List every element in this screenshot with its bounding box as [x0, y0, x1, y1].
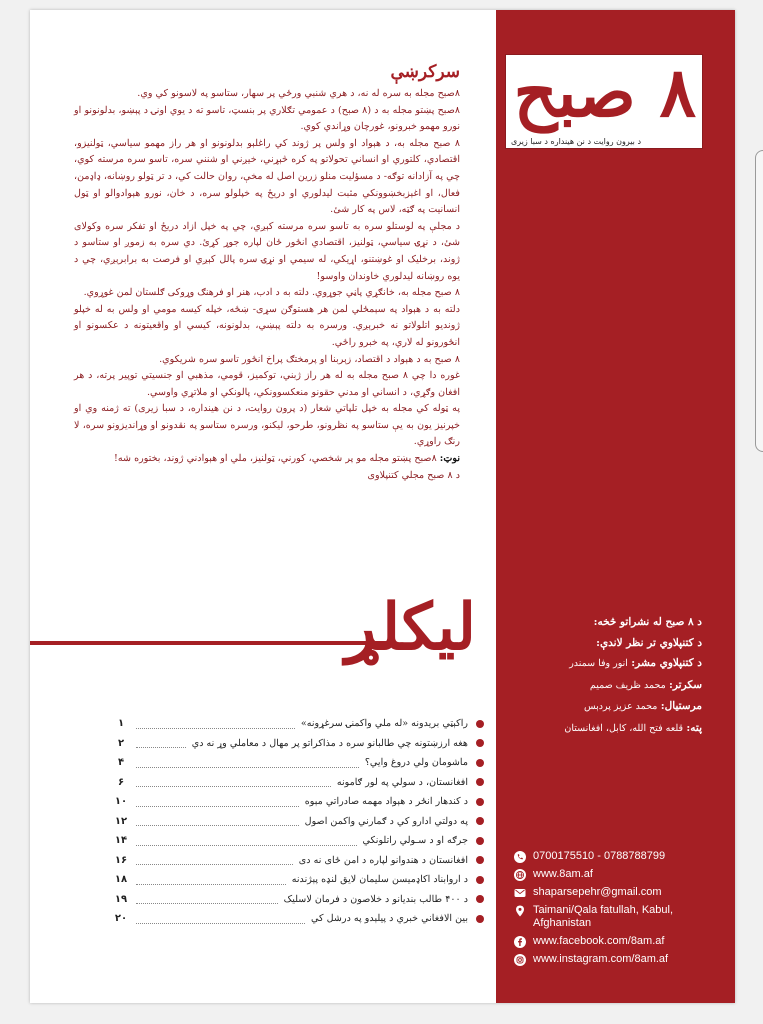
website-link[interactable]: www.8am.af	[533, 868, 593, 880]
contact-location	[514, 904, 726, 930]
toc-item[interactable]	[112, 890, 484, 910]
address-label: پته:	[686, 721, 702, 734]
editorial-signature: د ۸ صبح مجلي کتنپلاوی	[367, 469, 460, 481]
editorial-text	[74, 86, 460, 484]
toc-leader	[136, 816, 299, 826]
editorial-paragraph: دلته به د هېواد په سېمځلي لمن هر هستوګن سړی- ښځه، خپله کيسه مومي او ولس به له خپلو ژونديو اتلولاتو نه خبرېږي. ورسره به دلته پېښي، بدلونونه، کيسي او واقعيتونه د عکسونو او انځورونو له لاري، په خبرو راځي.	[74, 303, 460, 348]
toc-item-page: ۱۴	[114, 835, 128, 847]
contact-phone	[514, 850, 726, 863]
assistant-line	[564, 696, 702, 718]
toc-item-page: ۲	[117, 737, 125, 749]
contact-list	[514, 850, 726, 971]
toc-item[interactable]	[112, 734, 484, 754]
bullet-icon	[476, 817, 484, 825]
bullet-icon	[476, 720, 484, 728]
editorial-paragraph: ۸ صبح به د هېواد د اقتصاد، زېربنا او پرمختګ پراخ انځور تاسو سره شريکوي.	[159, 353, 460, 365]
editor-value: محمد ظريف صميم	[589, 679, 666, 691]
toc-item[interactable]	[112, 851, 484, 871]
toc-item-page: ۱۸	[114, 874, 128, 886]
editorial-paragraph: ۸ صبح مجله به، خانګړي پاڼي جوړوي. دلته به د ادب، هنر او فرهنګ وړوکی ګلستان لمن غوړوي.	[83, 287, 460, 299]
globe-icon	[514, 869, 526, 881]
contents-title: ليکلړ	[345, 590, 476, 665]
editor-line	[564, 675, 702, 697]
head-line	[564, 653, 702, 675]
editorial-note	[74, 451, 460, 468]
toc-leader	[136, 875, 286, 885]
contact-facebook	[514, 935, 726, 948]
editorial-paragraph: ۸صبح مجله به سره له نه، د هري شنبي ورځي پر سهار، ستاسو په لاسونو کي وي.	[137, 88, 460, 99]
toc-item[interactable]	[112, 773, 484, 793]
assistant-label: مرستیال:	[660, 700, 702, 712]
toc-item-title: د کندهار انځر د هېواد مهمه صادراتي مېوه	[304, 796, 468, 808]
toc-leader	[136, 855, 293, 865]
supervision-label: د کتنپلاوي تر نظر لاندې:	[596, 636, 702, 649]
editorial-title: سرکرښې	[390, 62, 460, 82]
facebook-icon	[514, 936, 526, 948]
logo	[505, 54, 703, 149]
publisher-line	[564, 612, 702, 633]
toc-item-page: ۱۲	[114, 815, 128, 827]
toc-leader	[136, 894, 278, 904]
toc-item[interactable]	[112, 812, 484, 832]
toc-item[interactable]	[112, 753, 484, 773]
bullet-icon	[476, 778, 484, 786]
toc-item-title: هغه ارزښتونه چي طالبانو سره د مذاکراتو پر مهال د معاملي وړ نه دي	[191, 737, 468, 749]
note-text: ۸صبح پښتو مجله مو پر شخصي، کورني، ټولنيز، ملي او هېوادني ژوند، بختوره شه!	[114, 453, 440, 465]
toc-item[interactable]	[112, 909, 484, 929]
toc-item-title: ماشومان ولي دروغ وايي؟	[364, 757, 468, 769]
editorial-paragraph: ۸صبح پښتو مجله به د (۸ صبح) د عمومي تګلاري پر بنسټ، تاسو ته د يوي اونۍ د پېښو، بدلونونو او نورو مهمو خبرونو، غورچان وړاندي کوي.	[74, 104, 460, 133]
toc-item[interactable]	[112, 792, 484, 812]
editorial-paragraph: په ټوله کي مجله به خپل تلپاتي شعار (د پرون روايت، د نن هينداره، د سبا زيرى) ته ژمنه وي او خپرنيز يون به يې ستاسو په نظرونو، طرحو، ليکنو، ورسره ستاسو په نقدونو او وړانديزونو سره، لا رنګ راوړي.	[74, 403, 460, 448]
address-line	[564, 718, 702, 740]
toc-item-page: ۱	[117, 718, 125, 730]
toc-item-page: ۱۰	[114, 796, 128, 808]
location-pin-icon	[514, 905, 526, 917]
location-line: Afghanistan	[533, 917, 592, 929]
toc-leader	[136, 914, 305, 924]
toc-leader	[136, 758, 359, 768]
bullet-icon	[476, 798, 484, 806]
bullet-icon	[476, 876, 484, 884]
phone-number[interactable]: 0700175510 - 0788788799	[533, 850, 666, 862]
address-value: قلعه فتح الله، کابل، افغانستان	[564, 722, 684, 734]
toc-leader	[136, 719, 295, 729]
editor-label: سکرتر:	[669, 678, 702, 691]
facebook-link[interactable]: www.facebook.com/8am.af	[533, 935, 665, 947]
toc-item-title: د اروابناد اکاډميسن سليمان لايق لنډه پېژندنه	[291, 874, 468, 886]
toc-item-title: افغانستان، د سولي په لور ګامونه	[336, 776, 468, 788]
bullet-icon	[476, 856, 484, 864]
bullet-icon	[476, 837, 484, 845]
supervision-line	[564, 633, 702, 654]
editorial-paragraph: غوره دا چي ۸ صبح مجله به له هر راز ژبني، توکميز، قومي، مذهبي او جنسيتي توپير پرته، د هر افغان وګړي، د انساني او مدني حقونو منعکسوونکي، پالونکي او ملاتړي واوسي.	[74, 370, 460, 398]
side-scroll-handle[interactable]	[755, 150, 763, 452]
head-value: انور وفا سمندر	[569, 658, 628, 669]
toc-item-page: ۱۹	[114, 893, 128, 905]
toc-item[interactable]	[112, 714, 484, 734]
contact-website	[514, 868, 726, 881]
toc-leader	[136, 738, 186, 748]
table-of-contents	[112, 714, 484, 929]
email-link[interactable]: shaparsepehr@gmail.com	[533, 886, 662, 898]
toc-item-title: د ۴۰۰ طالب بنديانو د خلاصون د فرمان لاسليک	[283, 893, 468, 905]
note-label: نوټ:	[439, 453, 460, 465]
logo-mark: ۸ صبح	[513, 53, 696, 133]
toc-leader	[136, 836, 357, 846]
publisher-label: د ۸ صبح له نشراتو څخه:	[593, 616, 702, 628]
toc-item-page: ۲۰	[114, 913, 128, 925]
bullet-icon	[476, 759, 484, 767]
toc-item-page: ۴	[117, 757, 125, 769]
contact-email	[514, 886, 726, 899]
toc-item[interactable]	[112, 870, 484, 890]
toc-item-title: په دولتي ادارو کي د ګمارني واکمن اصول	[304, 815, 468, 827]
bullet-icon	[476, 739, 484, 747]
toc-item-title: بين الافغاني خبري د پيلېدو په درشل کي	[311, 913, 468, 925]
instagram-icon	[514, 954, 526, 966]
phone-icon	[514, 851, 526, 863]
location-text	[533, 904, 673, 930]
logo-tagline: د بیرون روایت د نن هینداره د سبا زیری	[511, 137, 642, 146]
toc-item-title: راکېټي بريدونه «له ملي واکمنۍ سرغړونه»	[300, 718, 468, 730]
masthead-info	[564, 612, 702, 739]
editorial-paragraph: ۸ صبح مجله به، د هېواد او ولس پر ژوند کي راغلېو بدلونونو او هر راز مهمو سياسي، ټولنيزو، اقتصادي، کلتوري او انساني تحولاتو په کره څېړني، خيږني او شنني سره، تاسو سره مرسته کوي، چي په آزادانه توګه- د مسؤليت منلو زرين اصل له مخې، روان حالت کي، د تر ټولو روښانه، ډاډمن، فعال، او اغېزبخښوونکي مثبت ليدلوري او دريځ په خپلولو سره، د خان، نورو هېوادوالو او ټول انسانيت په ګټه، لاس په کار شئ.	[74, 137, 460, 216]
toc-item[interactable]	[112, 831, 484, 851]
toc-item-title: جرګه او د سـولي راتلونکي	[362, 835, 468, 847]
assistant-value: محمد عزيز پردېس	[583, 701, 658, 712]
location-line: Taimani/Qala fatullah, Kabul,	[533, 904, 674, 916]
mail-icon	[514, 887, 526, 899]
toc-item-page: ۶	[117, 776, 125, 788]
bullet-icon	[476, 915, 484, 923]
contact-instagram	[514, 953, 726, 966]
magazine-page	[30, 10, 735, 1003]
instagram-link[interactable]: www.instagram.com/8am.af	[533, 953, 669, 965]
head-label: د کتنپلاوي مشر:	[631, 657, 702, 669]
toc-leader	[136, 797, 299, 807]
toc-leader	[136, 777, 331, 787]
toc-item-title: افغانستان د هندوانو لپاره د امن ځای نه دی	[298, 854, 468, 866]
bullet-icon	[476, 895, 484, 903]
editorial-paragraph: د مجلې په لوستلو سره به تاسو سره مرسته کېږي، چي په خپل ازاد دريځ او تفکر سره وکولای شئ، د نړۍ سياسي، ټولنيز، اقتصادي انځور ځان لپاره جوړ کړئ. دي سره به زموږ او ستاسو د ژوند، برخليک او غوښتنو، اړيکي، له سيمي او نړۍ سره پالل کېږي او فرصت به برابرېږي، چي د يوه روښانه ليدلوري خاوندان واوسو!	[74, 220, 460, 282]
toc-item-page: ۱۶	[114, 854, 128, 866]
